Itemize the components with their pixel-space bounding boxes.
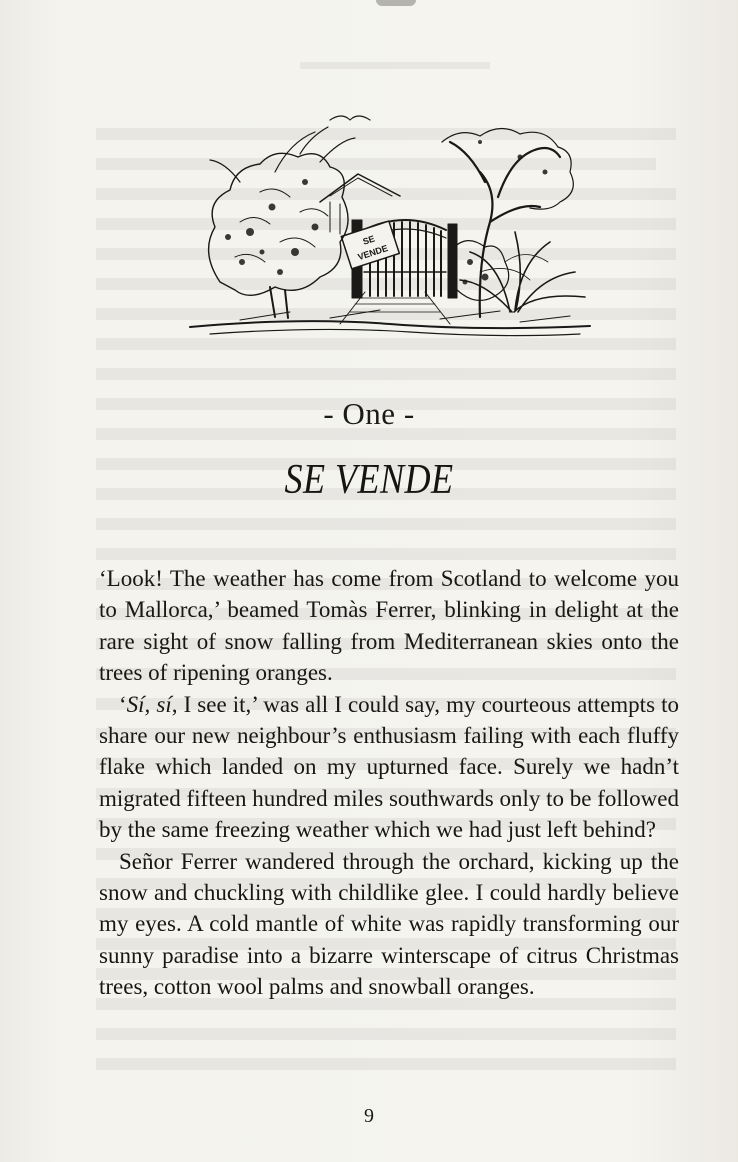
paragraph-3-text: Señor Ferrer wandered through the orchard, kicking up the snow and chuckling with childlike glee. I could hardly believe my eyes. A cold mantle of white was rapidly transforming our sunny paradise into a bizarre winterscape of citrus Christmas trees, cotton wool palms and snowball oranges. bbox=[99, 848, 679, 1000]
paragraph-1 bbox=[99, 563, 679, 689]
paragraph-2-text: , I see it,’ was all I could say, my courteous attempts to share our new neighbour’s enthusiasm failing with each fluffy flake which landed on my upturned face. Surely we hadn’t migrated fifteen hundred miles southwards only to be followed by the same freezing weather which we had just left behind? bbox=[99, 691, 679, 843]
page-top-edge-mark bbox=[376, 0, 416, 6]
sign-text-line1: SE bbox=[361, 233, 377, 247]
sign-text-line2: VENDE bbox=[356, 243, 390, 263]
paragraph-2-italic-si: Sí, sí bbox=[126, 691, 172, 717]
chapter-number: - One - bbox=[323, 396, 415, 431]
paragraph-2-open-quote: ‘ bbox=[119, 691, 127, 717]
gate-illustration bbox=[180, 112, 600, 342]
body-text bbox=[99, 563, 679, 1003]
paragraph-2 bbox=[99, 689, 679, 846]
paragraph-1-text: ‘Look! The weather has come from Scotland to welcome you to Mallorca,’ beamed Tomàs Ferrer, blinking in delight at the rare sight of snow falling from Mediterranean skies onto the trees of ripening oranges. bbox=[99, 566, 679, 686]
paragraph-3 bbox=[99, 846, 679, 1003]
chapter-title: SE VENDE bbox=[284, 457, 454, 503]
page-number: 9 bbox=[364, 1105, 374, 1127]
